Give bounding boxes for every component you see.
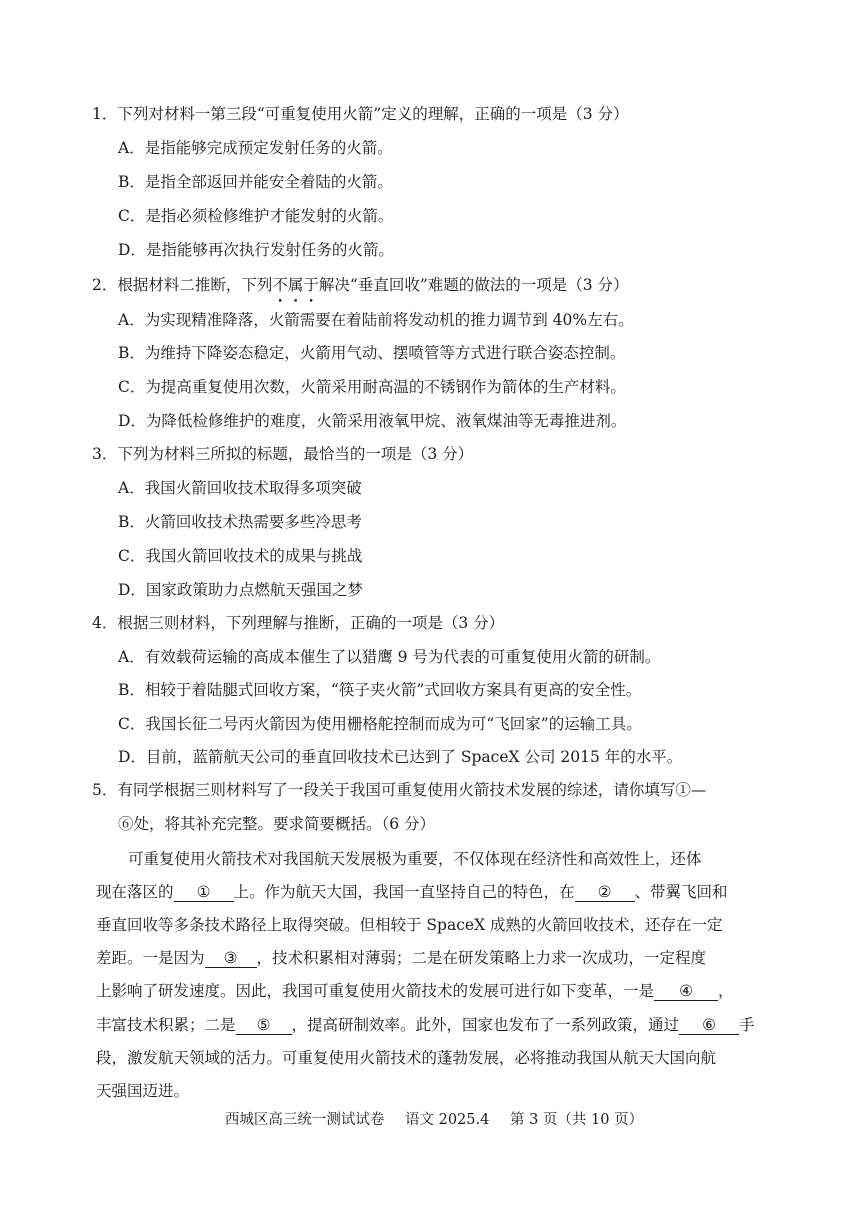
question-1-option-a: A．是指能够完成预定发射任务的火箭。 [118, 139, 393, 157]
question-1-option-d: D．是指能够再次执行发射任务的火箭。 [118, 241, 394, 259]
question-2-stem-after: 解决“垂直回收”难题的做法的一项是（3 分） [318, 276, 629, 294]
summary-line-8: 天强国迈进。 [96, 1082, 190, 1100]
footer-exam-title: 西城区高三统一测试试卷 [224, 1112, 385, 1128]
summary-line-1: 可重复使用火箭技术对我国航天发展极为重要，不仅体现在经济性和高效性上，还体 [128, 850, 702, 868]
summary-line-7: 段，激发航天领域的活力。可重复使用火箭技术的蓬勃发展，必将推动我国从航天大国向航 [96, 1049, 717, 1067]
question-2-stem [92, 274, 772, 296]
blank-1: ① [174, 883, 234, 902]
question-5-stem-line2: ⑥处，将其补充完整。要求简要概括。（6 分） [118, 815, 436, 833]
page-footer [0, 1110, 868, 1130]
question-1-option-c: C．是指必须检修维护才能发射的火箭。 [118, 207, 394, 225]
footer-subject: 语文 2025.4 [405, 1112, 490, 1128]
question-4-option-c: C．我国长征二号丙火箭因为使用栅格舵控制而成为可“飞回家”的运输工具。 [118, 715, 642, 733]
question-1-option-b: B．是指全部返回并能安全着陆的火箭。 [118, 173, 393, 191]
summary-line-4: 差距。一是因为 ③ ，技术积累相对薄弱；二是在研发策略上力求一次成功，一定程度 [96, 949, 707, 967]
blank-5: ⑤ [236, 1016, 292, 1035]
question-3-option-c: C．我国火箭回收技术的成果与挑战 [118, 547, 363, 565]
blank-3: ③ [205, 949, 257, 968]
summary-line-2: 现在落区的 ① 上。作为航天大国，我国一直坚持自己的特色，在 ② 、带翼飞回和 [96, 883, 728, 901]
question-2-emphasis: 不属于 [272, 276, 319, 294]
summary-line-3: 垂直回收等多条技术路径上取得突破。但相较于 SpaceX 成熟的火箭回收技术，还存在一定 [96, 916, 723, 934]
blank-6: ⑥ [679, 1016, 739, 1035]
summary-line-6: 丰富技术积累；二是 ⑤ ，提高研制效率。此外，国家也发布了一系列政策，通过 ⑥ 手 [96, 1016, 755, 1034]
question-2-stem-before: 2．根据材料二推断，下列 [92, 276, 273, 294]
question-4-option-b: B．相较于着陆腿式回收方案，“筷子夹火箭”式回收方案具有更高的安全性。 [118, 681, 642, 699]
question-4-option-d: D．目前，蓝箭航天公司的垂直回收技术已达到了 SpaceX 公司 2015 年的水平。 [118, 748, 683, 766]
question-2-option-c: C．为提高重复使用次数，火箭采用耐高温的不锈钢作为箭体的生产材料。 [118, 378, 626, 396]
summary-line-5: 上影响了研发速度。因此，我国可重复使用火箭技术的发展可进行如下变革，一是 ④ ， [96, 982, 734, 1000]
question-4-option-a: A．有效载荷运输的高成本催生了以猎鹰 9 号为代表的可重复使用火箭的研制。 [118, 648, 661, 666]
question-3-option-b: B．火箭回收技术热需要多些冷思考 [118, 513, 362, 531]
question-4-stem: 4．根据三则材料，下列理解与推断，正确的一项是（3 分） [92, 614, 505, 632]
question-2-option-d: D．为降低检修维护的难度，火箭采用液氧甲烷、液氧煤油等无毒推进剂。 [118, 412, 627, 430]
question-3-option-d: D．国家政策助力点燃航天强国之梦 [118, 581, 363, 599]
footer-page-number: 第 3 页（共 10 页） [509, 1112, 644, 1128]
question-5-stem-line1: 5．有同学根据三则材料写了一段关于我国可重复使用火箭技术发展的综述，请你填写①— [92, 781, 707, 799]
blank-2: ② [575, 883, 635, 902]
blank-4: ④ [654, 982, 718, 1001]
question-3-stem: 3．下列为材料三所拟的标题，最恰当的一项是（3 分） [92, 445, 474, 463]
question-2-option-b: B．为维持下降姿态稳定，火箭用气动、摆喷管等方式进行联合姿态控制。 [118, 344, 626, 362]
question-3-option-a: A．我国火箭回收技术取得多项突破 [118, 479, 362, 497]
question-2-option-a: A．为实现精准降落，火箭需要在着陆前将发动机的推力调节到 40%左右。 [118, 311, 634, 329]
question-1-stem: 1．下列对材料一第三段“可重复使用火箭”定义的理解，正确的一项是（3 分） [92, 105, 629, 123]
